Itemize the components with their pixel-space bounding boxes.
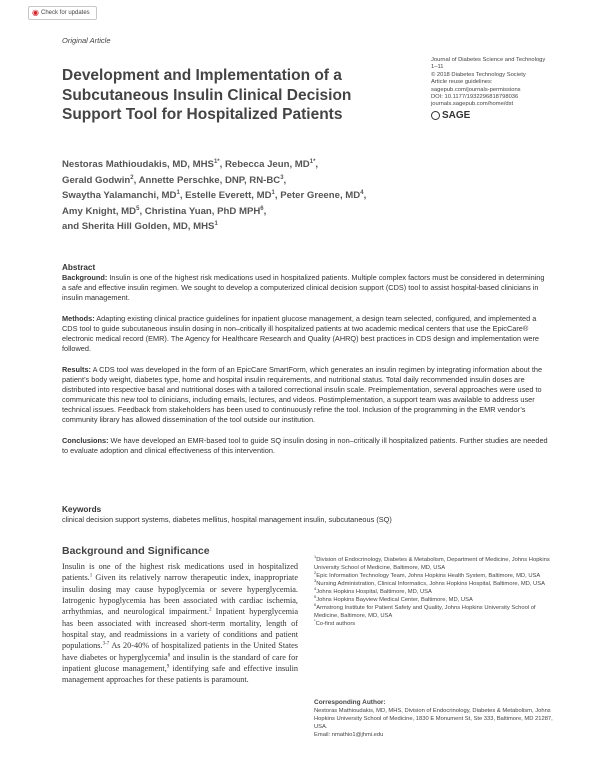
publisher-logo bbox=[431, 109, 581, 123]
journal-line: sagepub.com/journals-permissions bbox=[431, 86, 521, 93]
section-heading: Background and Significance bbox=[62, 545, 210, 557]
abstract-heading: Abstract bbox=[62, 263, 96, 272]
corresponding-heading: Corresponding Author: bbox=[314, 699, 386, 706]
affiliation: $^5$Johns Hopkins Bayview Medical Center, Baltimore, MD, USA bbox=[314, 594, 473, 604]
article-type: Original Article bbox=[62, 36, 111, 45]
author-list bbox=[62, 157, 542, 235]
update-check-icon: ◉ bbox=[32, 8, 39, 17]
author: and Sherita Hill Golden, MD, MHS$^1$ bbox=[62, 220, 218, 232]
abstract-conclusions: Conclusions: We have developed an EMR-based tool to guide SQ insulin dosing in non–critically ill hospitalized patients. Further studies are needed to evaluate adoption and clinical effectiveness of this intervention. bbox=[62, 436, 548, 455]
keywords-heading: Keywords bbox=[62, 505, 102, 514]
abstract-methods: Methods: Adapting existing clinical practice guidelines for inpatient glucose management, a design team selected, configured, and implemented a CDS tool to guide subcutaneous insulin dosing in non–critically ill hospitalized patients at two academic medical centers that use the EpicCare® electronic medical record (EMR). The Agency for Healthcare Research and Quality (AHRQ) best practices in CDS design and implementation were followed. bbox=[62, 314, 540, 353]
journal-line: Article reuse guidelines: bbox=[431, 79, 493, 86]
abstract-results: Results: A CDS tool was developed in the form of an EpicCare SmartForm, which generates an insulin regimen by integrating information about the patient’s body weight, diabetes type, home and hospital insulin requirements, and nutritional status. Total daily recommended insulin doses are distributed into respective basal and nutritional doses with a tailored correctional insulin scale. Preimplementation, several approaches were used to communicate this new tool to clinicians, including emails, lectures, and videos. Postimplementation, a support team was available to address user technical issues. Feedback from stakeholders has been used to continuously refine the tool. Inclusion of the programming in the EMR vendor’s community library has allowed dissemination of the tool outside our institution. bbox=[62, 365, 543, 424]
keywords bbox=[62, 505, 550, 525]
author: Christina Yuan, PhD MPH$^6$, bbox=[144, 205, 267, 217]
keywords-text: clinical decision support systems, diabetes mellitus, hospital management insulin, subcutaneous (SQ) bbox=[62, 515, 392, 524]
author: Rebecca Jeun, $MD^{1*}$, bbox=[224, 158, 319, 170]
author: Annette Perschke, DNP, $RN-BC^3$, bbox=[138, 174, 287, 186]
affiliation: $^1$Division of Endocrinology, Diabetes & Metabolism, Department of Medicine, Johns Hopkins University School of Medicine, Baltimore, MD, USA bbox=[314, 554, 550, 572]
affiliation: $^2$Epic Information Technology Team, Johns Hopkins Health System, Baltimore, MD, USA bbox=[314, 570, 541, 580]
journal-line[interactable]: journals.sagepub.com/home/dst bbox=[431, 101, 514, 108]
corresponding-address: Nestoras Mathioudakis, MD, MHS, Division of Endocrinology, Diabetes & Metabolism, Johns Hopkins University School of Medicine, 1830 E Monument St, Ste 333, Baltimore, MD 21287, USA. bbox=[314, 708, 553, 731]
affiliations bbox=[314, 556, 554, 628]
paper-title: Development and Implementation of a Subcutaneous Insulin Clinical Decision Support Tool for Hospitalized Patients bbox=[62, 67, 352, 123]
author: Amy Knight, $MD^5$, bbox=[62, 205, 145, 217]
author: Nestoras Mathioudakis, MD, $MHS^{1*}$, bbox=[62, 158, 225, 170]
journal-meta bbox=[431, 57, 581, 123]
journal-line: © 2018 Diabetes Technology Society bbox=[431, 71, 526, 78]
publisher-name: SAGE bbox=[442, 109, 471, 121]
affiliation: $^4$Johns Hopkins Hospital, Baltimore, MD, USA bbox=[314, 586, 432, 596]
affiliation: $^3$Nursing Administration, Clinical Informatics, Johns Hopkins Hospital, Baltimore, MD, USA bbox=[314, 578, 545, 588]
corresponding-email[interactable]: Email: nmathio1@jhmi.edu bbox=[314, 732, 384, 739]
author: Estelle Everett, $MD^1$, bbox=[185, 189, 281, 201]
abstract bbox=[62, 263, 550, 467]
affiliation: *Co-first authors bbox=[314, 618, 356, 628]
author: Gerald Godwin$^2$, bbox=[62, 174, 139, 186]
journal-line: DOI: 10.1177/1932296818798036 bbox=[431, 94, 519, 101]
author: Swaytha Yalamanchi, $MD^1$, bbox=[62, 189, 186, 201]
corresponding-author bbox=[314, 699, 554, 739]
author: Peter Greene, $MD^4$, bbox=[280, 189, 367, 201]
journal-line: 1–11 bbox=[431, 64, 444, 71]
body-paragraph: Insulin is one of the highest risk medications used in hospitalized patients.$^1$ Given its relatively narrow therapeutic index, inappropriate insulin dosing may cause hypoglycemia or severe hyperglycemia. Iatrogenic hypoglycemia has been associated with cardiac ischemia, arrhythmias, and neurological impairment.$^2$ Inpatient hyperglycemia has been associated with increased short-term mortality, length of hospital stay, and readmissions in a variety of conditions and patient populations.$^{3-7}$ As 20-40% of hospitalized patients in the United States have diabetes or hyperglycemia$^8$ and insulin is the standard of care for inpatient glucose management,$^9$ identifying safe and effective insulin management approaches for these patients is paramount. bbox=[62, 562, 299, 685]
check-for-updates-badge[interactable] bbox=[28, 6, 97, 20]
abstract-background: Background: Insulin is one of the highest risk medications used in hospitalized patients. Multiple complex factors must be considered in determining a safe and effective insulin regimen. We sought to develop a computerized clinical decision support (CDS) tool to assist hospital-based clinicians in insulin management. bbox=[62, 273, 545, 302]
journal-line: Journal of Diabetes Science and Technology bbox=[431, 57, 546, 63]
badge-label: Check for updates bbox=[40, 10, 90, 16]
sage-logo-icon bbox=[431, 111, 440, 120]
affiliation: $^6$Armstrong Institute for Patient Safety and Quality, Johns Hopkins University School of Medicine, Baltimore, MD, USA bbox=[314, 602, 536, 620]
